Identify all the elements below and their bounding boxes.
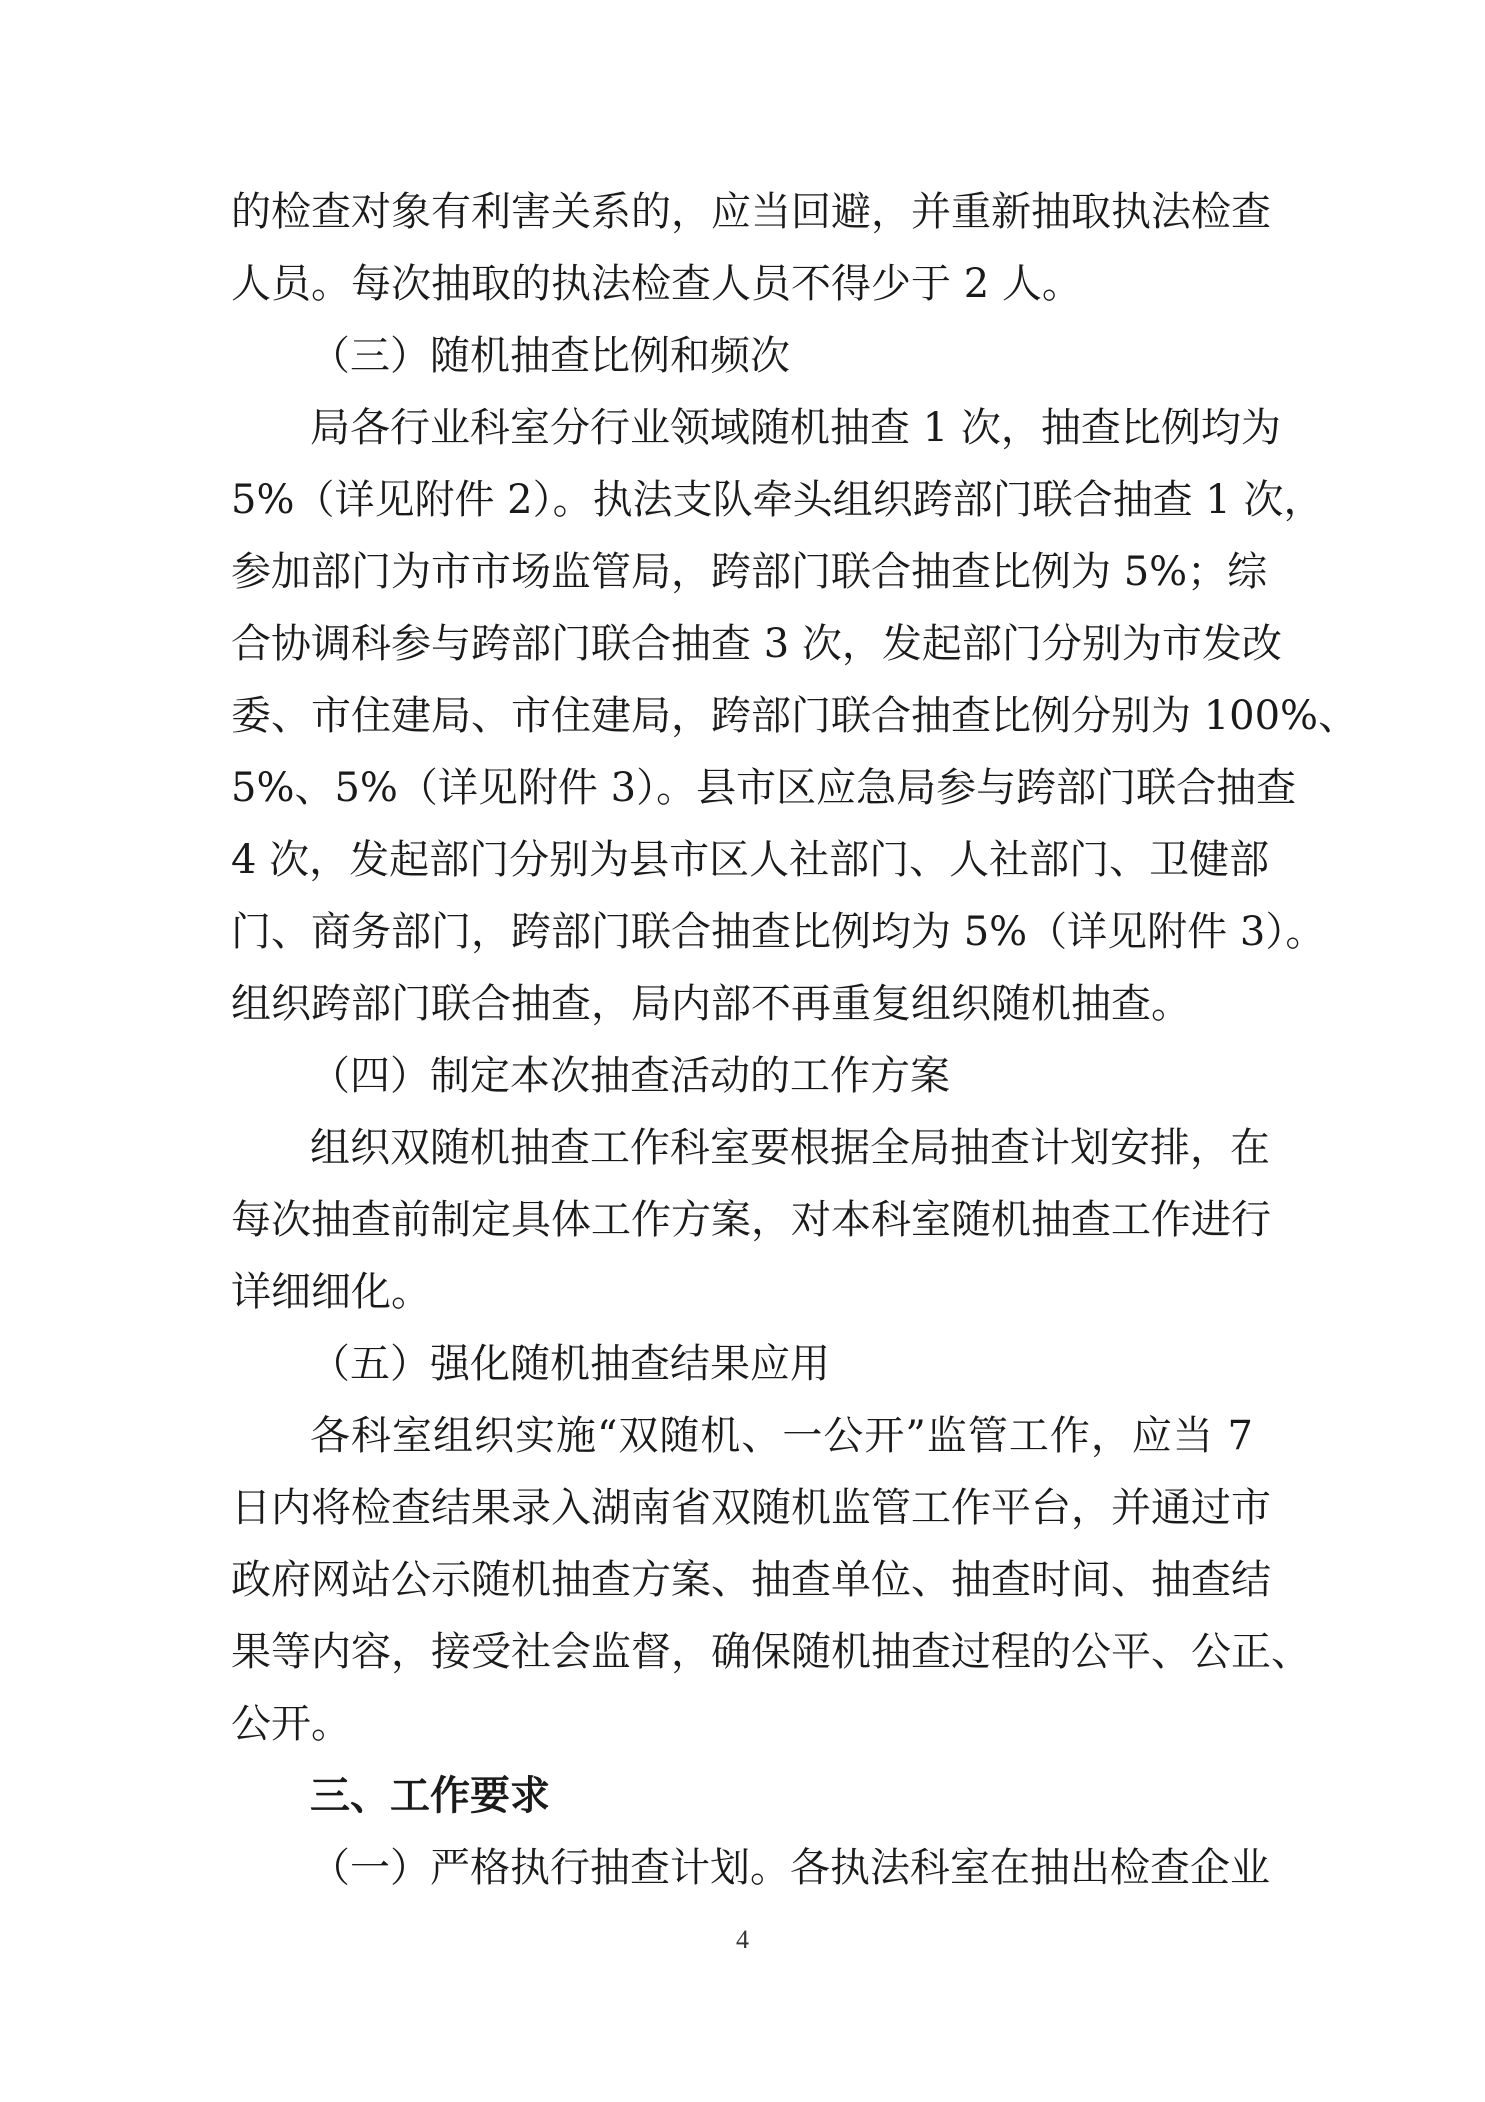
text-line-12: 组织跨部门联合抽查，局内部不再重复组织随机抽查。 (231, 981, 1191, 1027)
text-line-22: 公开。 (231, 1701, 351, 1747)
text-line-9: 5%、5%（详见附件 3）。县市区应急局参与跨部门联合抽查 (231, 765, 1297, 811)
text-line-5: 5%（详见附件 2）。执法支队牵头组织跨部门联合抽查 1 次， (231, 477, 1324, 523)
text-line-4: 局各行业科室分行业领域随机抽查 1 次，抽查比例均为 (310, 405, 1281, 451)
text-line-10: 4 次，发起部门分别为县市区人社部门、人社部门、卫健部 (231, 837, 1270, 883)
text-line-15: 每次抽查前制定具体工作方案，对本科室随机抽查工作进行 (231, 1197, 1271, 1243)
text-line-24: （一）严格执行抽查计划。各执法科室在抽出检查企业 (310, 1845, 1270, 1891)
text-line-7: 合协调科参与跨部门联合抽查 3 次，发起部门分别为市发改 (231, 621, 1282, 667)
text-line-8: 委、市住建局、市住建局，跨部门联合抽查比例分别为 100%、 (231, 693, 1359, 739)
text-line-1: 的检查对象有利害关系的，应当回避，并重新抽取执法检查 (231, 189, 1271, 235)
subsection-heading-5: （五）强化随机抽查结果应用 (310, 1341, 830, 1387)
text-line-11: 门、商务部门，跨部门联合抽查比例均为 5%（详见附件 3）。 (231, 909, 1326, 955)
section-heading-3: 三、工作要求 (310, 1773, 550, 1819)
text-line-14: 组织双随机抽查工作科室要根据全局抽查计划安排，在 (310, 1125, 1270, 1171)
text-line-19: 日内将检查结果录入湖南省双随机监管工作平台，并通过市 (231, 1485, 1271, 1531)
page-number: 4 (736, 1925, 749, 1954)
subsection-heading-4: （四）制定本次抽查活动的工作方案 (310, 1053, 950, 1099)
text-line-6: 参加部门为市市场监管局，跨部门联合抽查比例为 5%；综 (231, 549, 1268, 595)
text-line-16: 详细细化。 (231, 1269, 431, 1315)
subsection-heading-3: （三）随机抽查比例和频次 (310, 333, 790, 379)
text-line-20: 政府网站公示随机抽查方案、抽查单位、抽查时间、抽查结 (231, 1557, 1271, 1603)
text-line-2: 人员。每次抽取的执法检查人员不得少于 2 人。 (231, 261, 1082, 307)
text-line-21: 果等内容，接受社会监督，确保随机抽查过程的公平、公正、 (231, 1629, 1311, 1675)
text-line-18: 各科室组织实施“双随机、一公开”监管工作，应当 7 (310, 1413, 1253, 1459)
